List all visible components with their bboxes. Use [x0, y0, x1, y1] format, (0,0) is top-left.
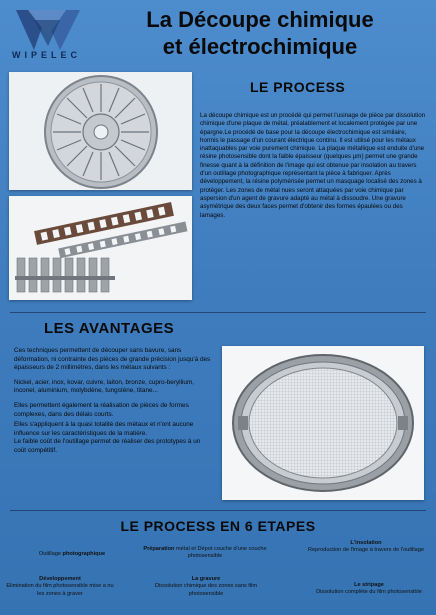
- step-6-text: Dissolution complète du film photosensible: [316, 589, 422, 596]
- page-title: [95, 6, 425, 60]
- avantages-paragraph-3: Elles permettent également la réalisation de pièces de formes complexes, dans des délais courts.: [14, 401, 189, 418]
- wafer-ring-image: [222, 346, 424, 500]
- step-2-title: Préparation: [143, 546, 175, 552]
- etched-disk-image: [9, 72, 192, 190]
- step-2: [140, 546, 270, 561]
- logo-text: WIPELEC: [12, 50, 82, 60]
- photo-etched-disk: [9, 72, 192, 190]
- avantages-paragraph-4: Elles s'appliquent à la quasi totalité des métaux et n'ont aucune influence sur les caractéristiques de la matière.: [14, 421, 194, 437]
- photo-etched-strips: [9, 196, 192, 300]
- step-6-title: Le stripage: [354, 582, 384, 588]
- step-1: [12, 551, 132, 558]
- step-4: [6, 576, 114, 598]
- section-divider-1: [10, 312, 426, 313]
- etapes-heading: LE PROCESS EN 6 ETAPES: [120, 518, 316, 534]
- step-3-title: L'insolation: [350, 540, 382, 546]
- step-1-bold: photographique: [62, 551, 106, 557]
- step-5: [142, 576, 270, 598]
- step-4-text: Elimination du film photosensible mise a nu les zones à graver: [6, 583, 114, 597]
- process-heading: LE PROCESS: [250, 79, 346, 95]
- avantages-text: [14, 347, 214, 456]
- step-3-text: Reproduction de l'image à travers de l'outillage: [308, 547, 424, 554]
- step-1-text: Outillage: [38, 551, 63, 557]
- photo-wafer-ring: [222, 346, 424, 500]
- step-3: [306, 540, 426, 555]
- avantages-heading: LES AVANTAGES: [44, 320, 175, 337]
- title-line-2: et électrochimique: [162, 34, 358, 59]
- step-5-text: Dissolution chimique des zones sans film photosensible: [155, 583, 257, 597]
- etched-strips-image: [9, 196, 192, 300]
- section-divider-2: [10, 510, 426, 511]
- step-2-text: métal et Dépot couche d'une couche photosensible: [174, 546, 267, 560]
- avantages-paragraph-5: Le faible coût de l'outillage permet de réaliser des prototypes à un coût compétitif.: [14, 438, 201, 454]
- step-4-title: Développement: [39, 576, 81, 582]
- avantages-paragraph-1: Ces techniques permettent de découper sans bavure, sans déformation, ni contrainte des pièces de grande précision jusqu'à des épaisseurs de 2 millimètres, dans les métaux suivants :: [14, 347, 211, 372]
- process-description: La découpe chimique est un procédé qui permet l'usinage de pièce par dissolution chimique d'une plaque de métal, préalablement et localement protégée par une épargne.Le procédé de base pour la découpe électrochimique est similaire, hormis le passage d'un courant électrique continu. Il est utilisé pour les métaux inattaquables par voie purement chimique. La plaque métallique est enduite d'une résine photosensible dont la faible épaisseur (quelques µm) permet une grande finesse quant à la définition de l'image qui est obtenue par insolation au travers d'un outillage photographique représentant la pièce à fabriquer. Après développement, la résine polymérisée permet un masquage localisé des zones à protéger. Les zones de métal nues seront attaquées par voie chimique par aspersion d'un agent de gravure adapté au métal à dissoudre. Une gravure asymétrique des deux faces permet d'obtenir des formes épaulées ou des lamages.: [200, 112, 426, 219]
- step-6: [306, 582, 432, 597]
- avantages-paragraph-2: Nickel, acier, inox, kovar, cuivre, laiton, bronze, cupro-beryllium, inconel, aluminium, molybdène, tungstène, titane...: [14, 378, 195, 395]
- step-5-title: La gravure: [191, 576, 221, 582]
- title-line-1: La Découpe chimique: [146, 7, 374, 32]
